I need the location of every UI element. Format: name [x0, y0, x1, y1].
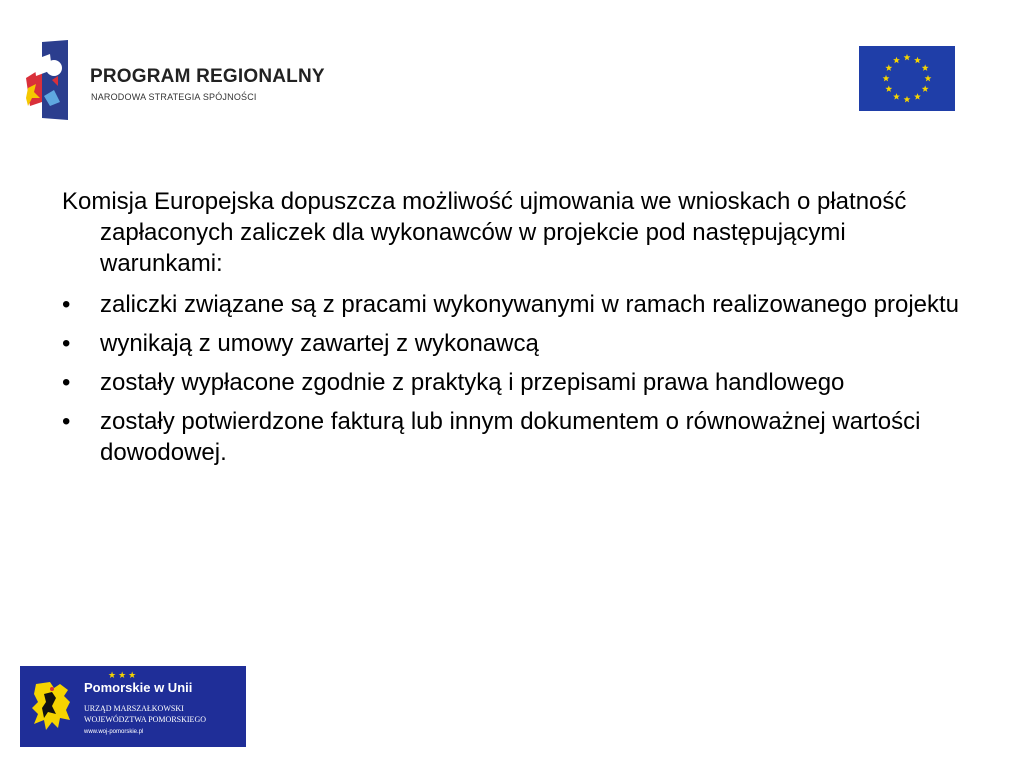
eu-star-icon	[922, 85, 929, 92]
list-item	[62, 367, 972, 398]
slide-content	[62, 186, 972, 476]
eu-star-icon	[885, 64, 892, 71]
logo-name: Pomorskie w Unii	[84, 680, 193, 695]
list-item-text: zostały wypłacone zgodnie z praktyką i przepisami prawa handlowego	[100, 369, 845, 396]
list-item-text: zostały potwierdzone fakturą lub innym dokumentem o równoważnej wartości dowodowej.	[100, 408, 921, 466]
bullet-icon: •	[62, 408, 71, 435]
program-regionalny-logo	[24, 40, 324, 122]
eu-star-icon	[914, 57, 921, 64]
eu-flag-icon	[859, 46, 955, 111]
bullet-icon: •	[62, 330, 71, 357]
eu-star-icon	[922, 64, 929, 71]
bullet-icon: •	[62, 291, 71, 318]
eu-star-icon	[893, 57, 900, 64]
griffin-icon	[30, 680, 74, 732]
program-title: PROGRAM REGIONALNY	[90, 66, 325, 87]
list-item-text: wynikają z umowy zawartej z wykonawcą	[100, 330, 539, 357]
list-item	[62, 406, 972, 468]
eu-star-icon	[904, 96, 911, 103]
conditions-list	[62, 289, 972, 468]
intro-text: Komisja Europejska dopuszcza możliwość ujmowania we wnioskach o płatność zapłaconych zaliczek dla wykonawców w projekcie pod następującymi warunkami:	[62, 188, 907, 277]
pomorskie-logo	[20, 666, 246, 747]
logo-line-2: WOJEWÓDZTWA POMORSKIEGO	[84, 715, 206, 724]
eu-star-icon	[893, 93, 900, 100]
eu-star-icon	[904, 54, 911, 61]
program-regionalny-mark-icon	[24, 40, 74, 122]
stars-icon: ★★★	[108, 670, 139, 680]
logo-line-1: URZĄD MARSZAŁKOWSKI	[84, 704, 184, 713]
list-item	[62, 289, 972, 320]
program-subtitle: NARODOWA STRATEGIA SPÓJNOŚCI	[91, 92, 257, 102]
eu-star-icon	[914, 93, 921, 100]
logo-url: www.woj-pomorskie.pl	[84, 729, 144, 735]
eu-star-icon	[925, 75, 932, 82]
list-item-text: zaliczki związane są z pracami wykonywanymi w ramach realizowanego projektu	[100, 291, 960, 318]
bullet-icon: •	[62, 369, 71, 396]
eu-star-icon	[885, 85, 892, 92]
list-item	[62, 328, 972, 359]
eu-star-icon	[883, 75, 890, 82]
